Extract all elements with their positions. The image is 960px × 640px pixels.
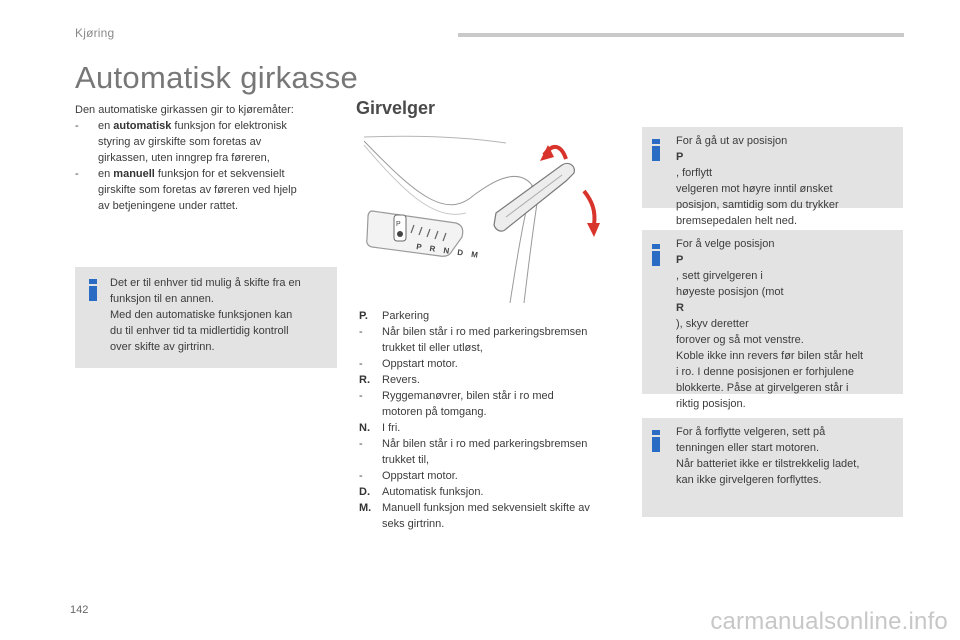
legend-row: - Oppstart motor. [359,470,458,482]
header-rule [458,33,904,37]
legend-row: - Oppstart motor. [359,358,458,370]
legend-row: - Når bilen står i ro med parkeringsbremsen [359,326,588,338]
info-icon [652,430,660,452]
legend-row: - Når bilen står i ro med parkeringsbremsen [359,438,588,450]
intro-text [75,102,340,214]
info-icon [652,244,660,266]
legend-row: P. Parkering [359,310,430,322]
info-icon [652,139,660,161]
legend-row: seks girtrinn. [382,518,445,530]
arrow-down-icon [587,223,600,237]
intro-item: - en automatisk funksjon for elektronisk styring av girskifte som foretas av girkassen, uten inngrep fra føreren, [75,120,287,164]
left-note-box [75,267,337,368]
right-note-box-2 [642,230,903,410]
legend-row: M. Manuell funksjon med sekvensielt skifte av [359,502,590,514]
legend-row: trukket til eller utløst, [382,342,483,354]
right-note-box-1 [642,127,903,227]
legend-row: - Ryggemanøvrer, bilen står i ro med [359,390,554,402]
position-legend [359,308,624,532]
gear-positions-label: P R N D M [415,242,482,261]
page-title: Automatisk girkasse [75,60,359,95]
legend-row: D. Automatisk funksjon. [359,486,484,498]
gear-selector-illustration [356,125,624,303]
section-label: Kjøring [75,26,115,40]
legend-row: N. I fri. [359,422,401,434]
intro-lead: Den automatiske girkassen gir to kjøremåter: [75,104,294,116]
svg-text:P: P [396,221,401,228]
legend-row: R. Revers. [359,374,420,386]
right-note-box-3 [642,418,903,517]
watermark: carmanualsonline.info [710,608,948,635]
left-note-text: Det er til enhver tid mulig å skifte fra en funksjon til en annen. Med den automatiske funksjonen kan du til enhver tid ta midlertidig kontroll over skifte av girtrinn. [110,277,301,353]
right-note-text-1: For å gå ut av posisjon P , forflytt velgeren mot høyre inntil ønsket posisjon, samtidig som du trykker bremsepedalen helt ned. [676,135,839,227]
subheading: Girvelger [356,98,436,118]
info-icon [89,279,97,301]
right-note-text-3: For å forflytte velgeren, sett på tenningen eller start motoren. Når batteriet ikke er tilstrekkelig ladet, kan ikke girvelgeren forflyttes. [676,426,860,486]
right-note-text-2: For å velge posisjon P , sett girvelgeren i høyeste posisjon (mot R ), skyv deretter forover og så mot venstre. Koble ikke inn revers før bilen står helt i ro. I denne posisjonen er forhjulene blokkerte. Påse at girvelgeren står i riktig posisjon. [676,238,864,410]
legend-row: motoren på tomgang. [382,406,487,418]
intro-item: - en manuell funksjon for et sekvensielt girskifte som foretas av føreren ved hjelp av betjeningene under rattet. [75,168,297,212]
legend-row: trukket til, [382,454,430,466]
page-number: 142 [70,604,89,616]
